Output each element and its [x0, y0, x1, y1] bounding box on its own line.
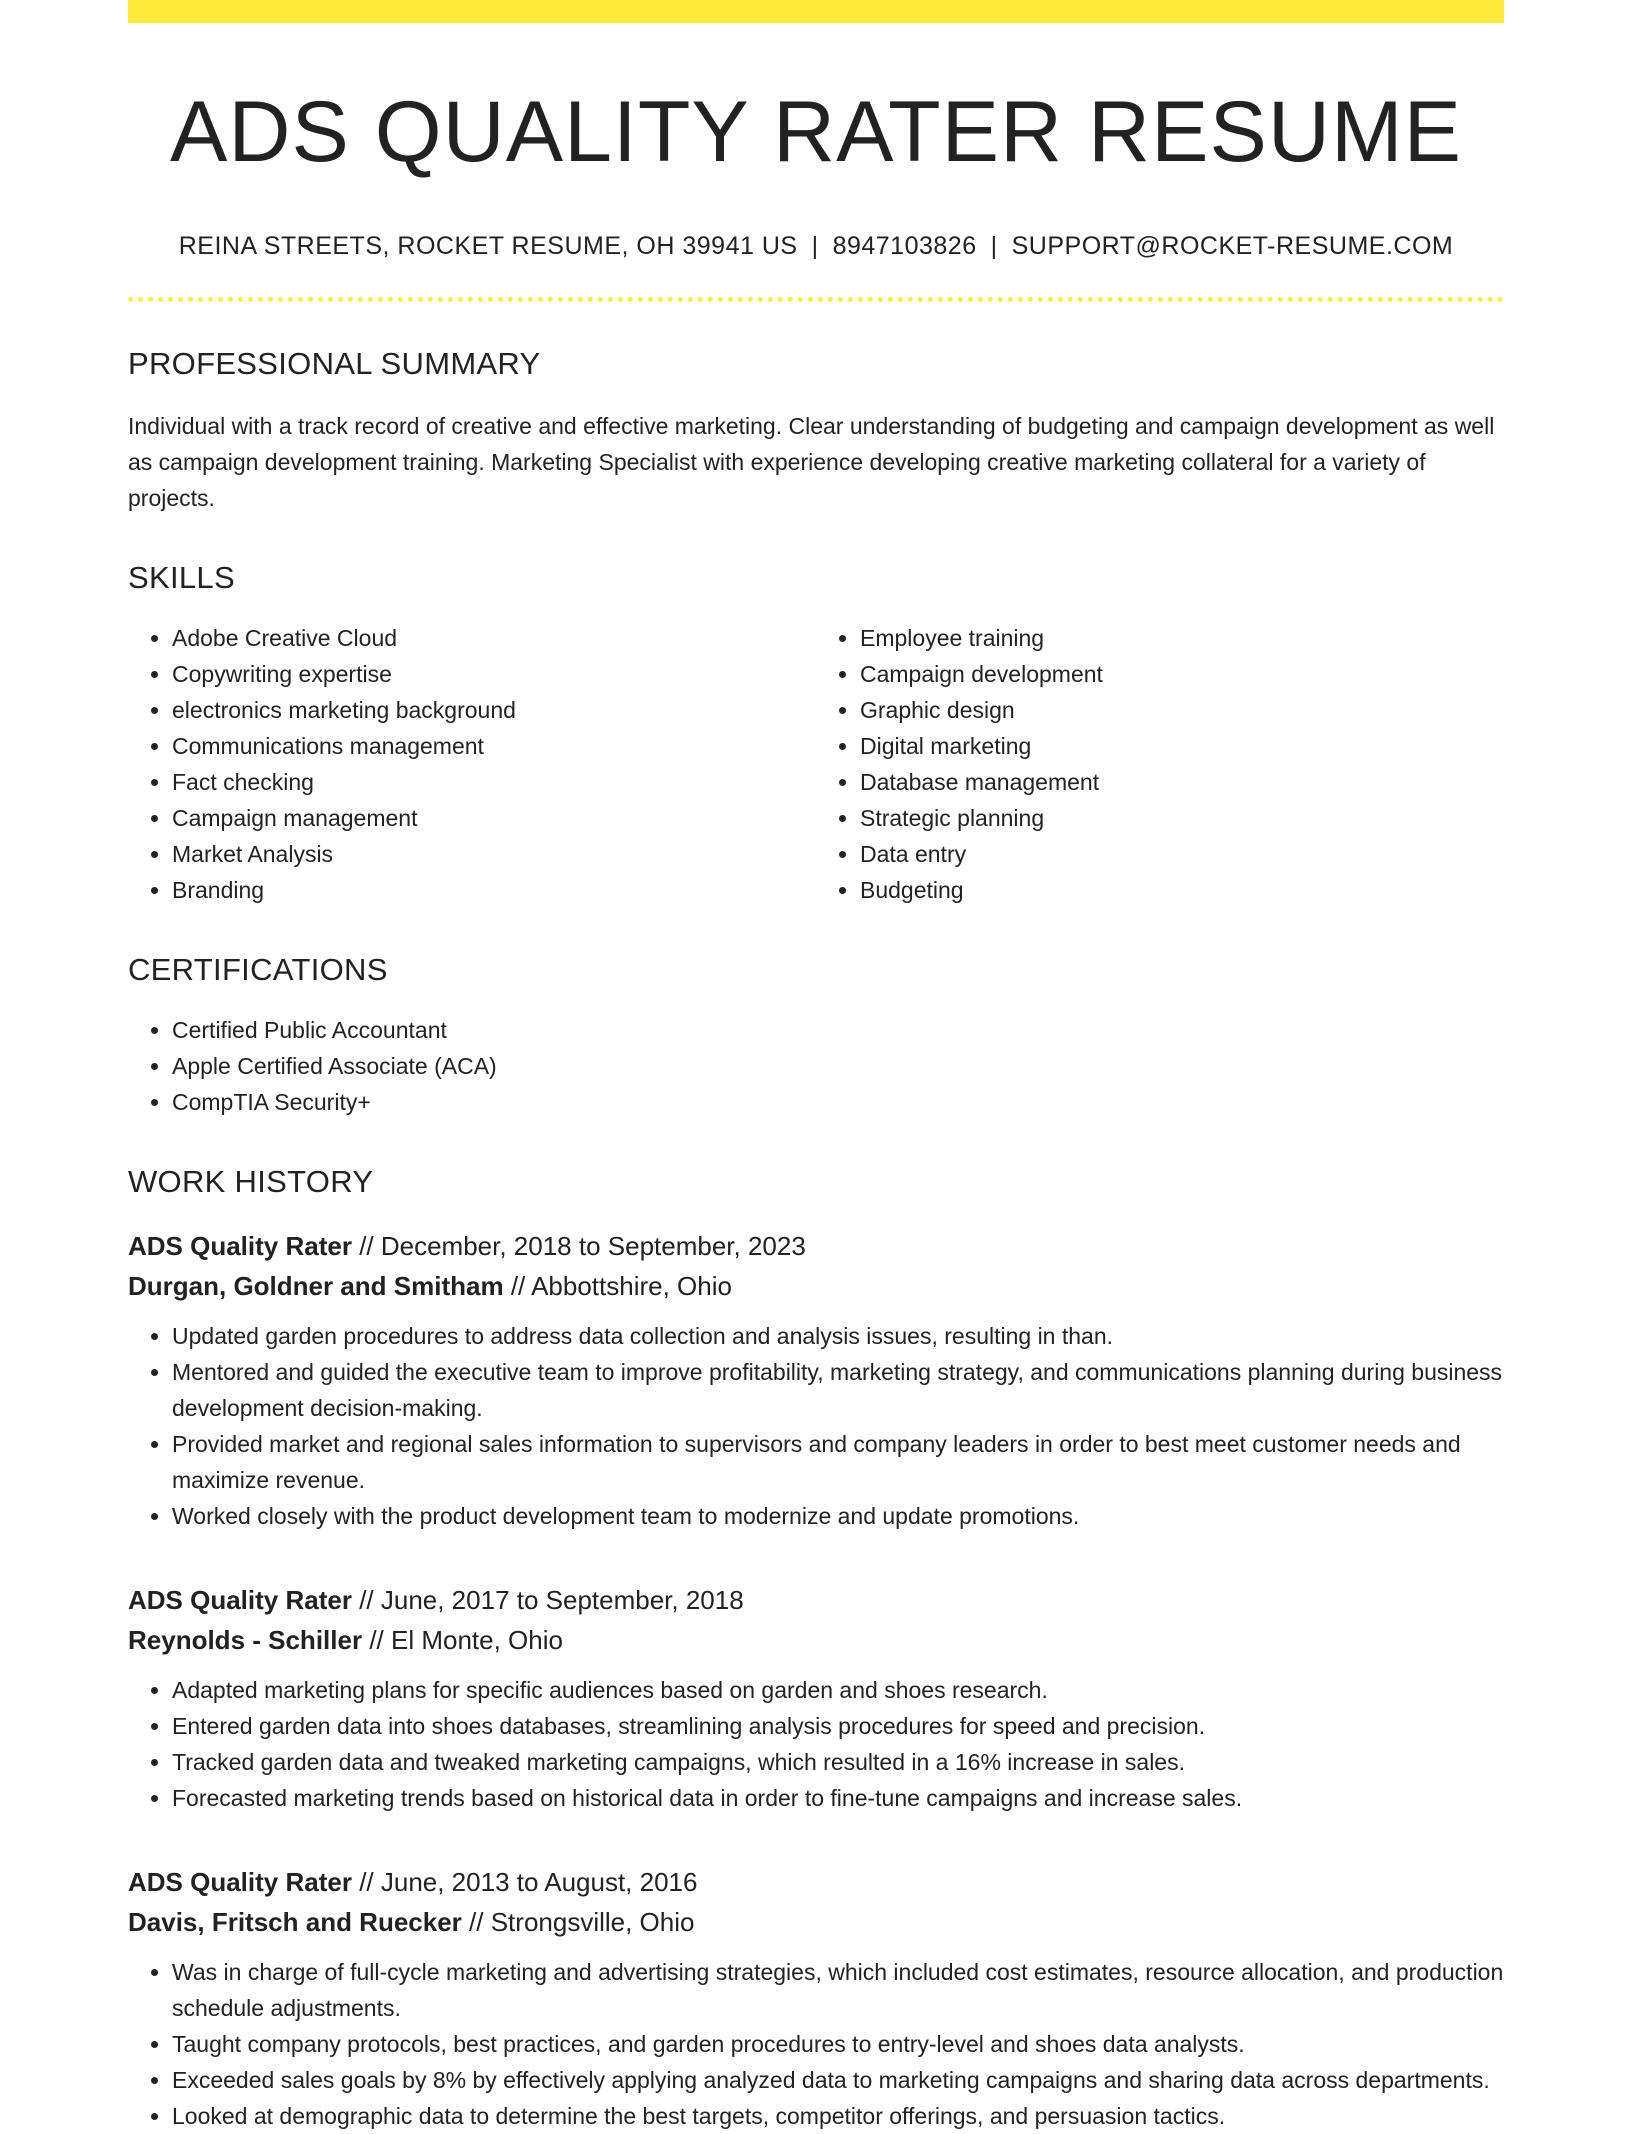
- skills-list-right: [816, 620, 1504, 908]
- page-title: ADS QUALITY RATER RESUME: [170, 84, 1462, 180]
- list-item: • Campaign development: [860, 656, 1504, 692]
- list-item: • Provided market and regional sales information to supervisors and company leaders in order to best meet customer needs and maximize revenue.: [172, 1426, 1504, 1498]
- list-item: • Employee training: [860, 620, 1504, 656]
- skills-heading: SKILLS: [128, 559, 235, 595]
- work-history-heading: WORK HISTORY: [128, 1163, 374, 1199]
- job-location: // El Monte, Ohio: [369, 1624, 563, 1655]
- job-company-line: [128, 1902, 1504, 1942]
- list-item: • Forecasted marketing trends based on historical data in order to fine-tune campaigns and increase sales.: [172, 1780, 1504, 1816]
- job-dates: // December, 2018 to September, 2023: [359, 1230, 806, 1261]
- contact-phone: 8947103826: [832, 231, 977, 260]
- list-item: • Worked closely with the product development team to modernize and update promotions.: [172, 1498, 1504, 1534]
- dotted-divider: [128, 297, 1504, 302]
- list-item: • Campaign management: [172, 800, 816, 836]
- job-company-line: [128, 1620, 1504, 1660]
- contact-address: REINA STREETS, ROCKET RESUME, OH 39941 US: [178, 231, 798, 260]
- list-item: • Fact checking: [172, 764, 816, 800]
- job-company: Reynolds - Schiller: [128, 1624, 363, 1655]
- list-item: • Adapted marketing plans for specific audiences based on garden and shoes research.: [172, 1672, 1504, 1708]
- list-item: • Looked at demographic data to determine the best targets, competitor offerings, and persuasion tactics.: [172, 2098, 1504, 2134]
- contact-separator: |: [811, 231, 819, 260]
- list-item: • Apple Certified Associate (ACA): [172, 1048, 1504, 1084]
- list-item: • Mentored and guided the executive team to improve profitability, marketing strategy, and communications planning during business development decision-making.: [172, 1354, 1504, 1426]
- job-dates: // June, 2013 to August, 2016: [359, 1866, 698, 1897]
- job-entry: [128, 1862, 1504, 2134]
- contact-line: [128, 232, 1504, 261]
- list-item: • Graphic design: [860, 692, 1504, 728]
- certifications-list: [128, 1012, 1504, 1120]
- list-item: • Taught company protocols, best practices, and garden procedures to entry-level and shoes data analysts.: [172, 2026, 1504, 2062]
- skills-columns: [128, 620, 1504, 908]
- job-bullets: [128, 1954, 1504, 2134]
- list-item: • Budgeting: [860, 872, 1504, 908]
- job-entry: [128, 1580, 1504, 1816]
- job-role: ADS Quality Rater: [128, 1866, 352, 1897]
- top-accent-bar: [128, 0, 1504, 23]
- list-item: • Digital marketing: [860, 728, 1504, 764]
- job-role: ADS Quality Rater: [128, 1230, 352, 1261]
- job-company: Davis, Fritsch and Ruecker: [128, 1906, 462, 1937]
- work-history-section: [128, 1164, 1504, 2134]
- job-dates: // June, 2017 to September, 2018: [359, 1584, 744, 1615]
- list-item: • Copywriting expertise: [172, 656, 816, 692]
- contact-separator: |: [990, 231, 998, 260]
- list-item: • Adobe Creative Cloud: [172, 620, 816, 656]
- list-item: • Tracked garden data and tweaked marketing campaigns, which resulted in a 16% increase in sales.: [172, 1744, 1504, 1780]
- list-item: • Database management: [860, 764, 1504, 800]
- job-entry: [128, 1226, 1504, 1534]
- list-item: • Branding: [172, 872, 816, 908]
- contact-email[interactable]: SUPPORT@ROCKET-RESUME.COM: [1011, 231, 1454, 260]
- skills-section: [128, 560, 1504, 908]
- list-item: • Was in charge of full-cycle marketing and advertising strategies, which included cost estimates, resource allocation, and production schedule adjustments.: [172, 1954, 1504, 2026]
- job-location: // Abbottshire, Ohio: [510, 1270, 732, 1301]
- certifications-heading: CERTIFICATIONS: [128, 951, 388, 987]
- job-title-line: [128, 1862, 1504, 1902]
- list-item: • Updated garden procedures to address data collection and analysis issues, resulting in than.: [172, 1318, 1504, 1354]
- summary-section: [128, 346, 1504, 516]
- list-item: • Market Analysis: [172, 836, 816, 872]
- job-bullets: [128, 1672, 1504, 1816]
- list-item: • Exceeded sales goals by 8% by effectively applying analyzed data to marketing campaigns and sharing data across departments.: [172, 2062, 1504, 2098]
- job-bullets: [128, 1318, 1504, 1534]
- job-location: // Strongsville, Ohio: [469, 1906, 695, 1937]
- job-title-line: [128, 1580, 1504, 1620]
- list-item: • Certified Public Accountant: [172, 1012, 1504, 1048]
- job-company-line: [128, 1266, 1504, 1306]
- job-company: Durgan, Goldner and Smitham: [128, 1270, 504, 1301]
- resume-page: [128, 0, 1504, 2134]
- list-item: • CompTIA Security+: [172, 1084, 1504, 1120]
- list-item: • Communications management: [172, 728, 816, 764]
- skills-list-left: [128, 620, 816, 908]
- job-role: ADS Quality Rater: [128, 1584, 352, 1615]
- job-title-line: [128, 1226, 1504, 1266]
- list-item: • Data entry: [860, 836, 1504, 872]
- list-item: • Strategic planning: [860, 800, 1504, 836]
- certifications-section: [128, 952, 1504, 1120]
- summary-text: Individual with a track record of creative and effective marketing. Clear understanding of budgeting and campaign development as well as campaign development training. Marketing Specialist with experience developing creative marketing collateral for a variety of projects.: [128, 412, 1495, 511]
- list-item: • electronics marketing background: [172, 692, 816, 728]
- list-item: • Entered garden data into shoes databases, streamlining analysis procedures for speed and precision.: [172, 1708, 1504, 1744]
- summary-heading: PROFESSIONAL SUMMARY: [128, 345, 541, 381]
